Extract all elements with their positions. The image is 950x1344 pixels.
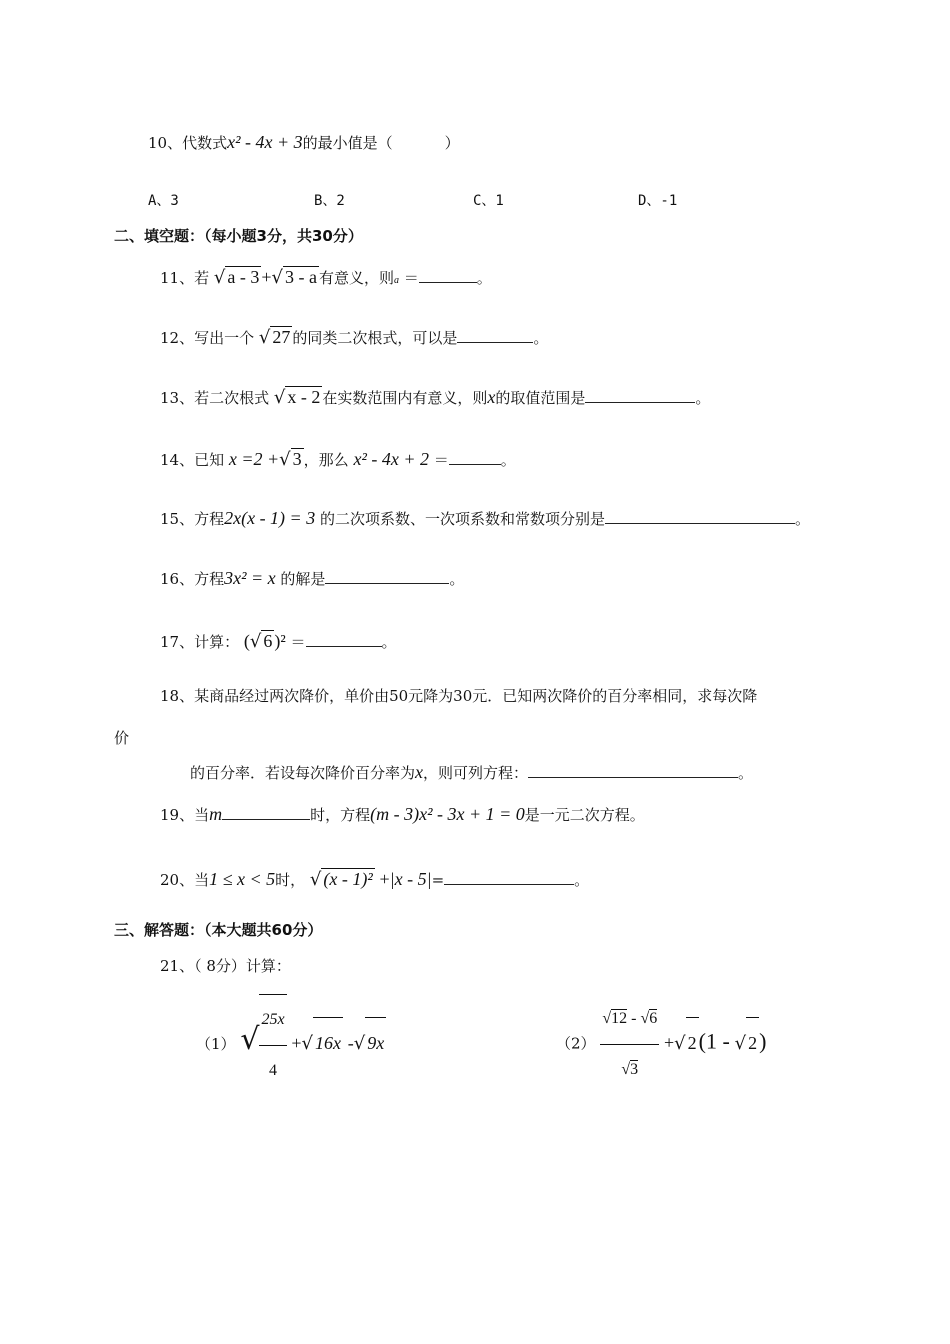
q21-p1-numerator: 25x xyxy=(259,995,286,1046)
q11-number: 11、若 xyxy=(160,269,210,287)
section-2-heading: 二、填空题：（每小题3分，共30分） xyxy=(114,227,363,245)
question-20 xyxy=(160,868,589,890)
q16-number: 16、方程 xyxy=(160,570,225,588)
q10-option-d[interactable]: D、-1 xyxy=(638,193,678,209)
question-18-line-1: 18、某商品经过两次降价，单价由50元降为30元．已知两次降价的百分率相同，求每次降 xyxy=(160,687,758,705)
q12-radical: √ 27 xyxy=(258,327,291,348)
q10-option-c[interactable]: C、1 xyxy=(473,193,504,209)
q15-expression: 2x(x - 1) = 3 xyxy=(224,508,316,528)
q17-close: )² xyxy=(274,631,286,651)
q14-radical: √ 3 xyxy=(279,449,302,470)
q21-p2-num-a: 12 xyxy=(611,1010,628,1027)
q21-p2-den-value: 3 xyxy=(630,1061,639,1078)
q14-end: 。 xyxy=(500,451,516,469)
q17-open: ( xyxy=(243,631,250,651)
question-11 xyxy=(160,266,492,291)
q19-mid: 时，方程 xyxy=(310,806,371,824)
q13-radical: √ x - 2 xyxy=(273,387,321,408)
q21-p2-radicand: 2 xyxy=(686,1017,699,1068)
q19-answer-blank[interactable] xyxy=(222,805,310,820)
q13-mid: 在实数范围内有意义，则 xyxy=(322,389,488,407)
q21-p1-radical-3: √ 9x xyxy=(354,1017,386,1069)
q13-end: 。 xyxy=(695,389,711,407)
q11-eq: ＝ xyxy=(403,269,419,287)
q14-lhs: x =2 + xyxy=(228,449,280,469)
q17-eq: ＝ xyxy=(290,633,306,651)
q10-expression: x² - 4x + 3 xyxy=(227,132,303,152)
question-13 xyxy=(160,386,710,408)
question-15 xyxy=(160,508,810,529)
q19-expression: (m - 3)x² - 3x + 1 = 0 xyxy=(370,804,525,824)
q21-p2-fraction xyxy=(600,994,659,1095)
q14-expression: x² - 4x + 2 xyxy=(353,449,429,469)
q21-p2-radicand-2: 2 xyxy=(746,1017,759,1068)
question-10 xyxy=(148,132,460,153)
question-18-line-3 xyxy=(190,762,753,783)
q13-radicand: x - 2 xyxy=(287,387,321,407)
q10-number: 10、代数式 xyxy=(148,134,228,152)
q17-radical: √ 6 xyxy=(249,631,273,652)
q17-number: 17、计算： xyxy=(160,633,240,651)
q20-eq: = xyxy=(431,871,445,889)
q17-end: 。 xyxy=(381,633,397,651)
q11-var: a xyxy=(393,275,399,286)
q10-close: ） xyxy=(444,134,460,152)
question-14 xyxy=(160,448,516,470)
q11-mid: 有意义，则 xyxy=(318,269,394,287)
question-12 xyxy=(160,326,548,348)
section-3-heading: 三、解答题：（本大题共60分） xyxy=(114,921,323,939)
q11-end: 。 xyxy=(476,269,492,287)
q21-p2-denominator: √3 xyxy=(621,1061,639,1078)
q20-end: 。 xyxy=(574,871,590,889)
q17-answer-blank[interactable] xyxy=(306,632,382,647)
q15-end: 。 xyxy=(795,510,811,528)
q21-p2-num-minus: - xyxy=(631,1010,637,1027)
q21-p2-label: （2） xyxy=(556,1034,596,1053)
q13-answer-blank[interactable] xyxy=(585,388,695,403)
q19-var: m xyxy=(209,804,223,824)
q10-tail: 的最小值是（ xyxy=(302,134,393,152)
q20-number: 20、当 xyxy=(160,871,210,889)
q19-tail: 是一元二次方程。 xyxy=(524,806,645,824)
q21-p1-radicand-3: 9x xyxy=(365,1017,386,1068)
q21-p2-radical: √ 2 xyxy=(674,1017,698,1069)
q19-number: 19、当 xyxy=(160,806,210,824)
q21-part-2 xyxy=(556,994,766,1095)
q15-number: 15、方程 xyxy=(160,510,225,528)
q18-text-a: 的百分率．若设每次降价百分率为 xyxy=(190,764,416,782)
q14-eq: ＝ xyxy=(433,451,449,469)
question-21-title: 21、（ 8分）计算： xyxy=(160,957,291,975)
q18-text-b: ，则可列方程： xyxy=(423,764,529,782)
q21-p1-radical-2: √ 16x xyxy=(302,1017,343,1069)
q14-answer-blank[interactable] xyxy=(449,450,501,465)
q20-plus: + xyxy=(379,869,390,889)
q15-answer-blank[interactable] xyxy=(605,509,795,524)
q18-answer-blank[interactable] xyxy=(528,763,738,778)
q12-radicand: 27 xyxy=(272,327,291,347)
q18-var: x xyxy=(415,762,424,782)
q10-option-b[interactable]: B、2 xyxy=(314,193,345,209)
q14-number: 14、已知 xyxy=(160,451,225,469)
q21-p1-radical-frac: √ $\frac{25x}{4}$ xyxy=(240,994,286,1096)
q11-radical-1: √ a - 3 xyxy=(213,267,260,288)
q21-part-1 xyxy=(196,994,386,1096)
q16-mid: 的解是 xyxy=(280,570,326,588)
q12-number: 12、写出一个 xyxy=(160,329,255,347)
q14-radicand: 3 xyxy=(292,449,302,469)
q21-p1-denominator: 4 xyxy=(269,1062,277,1079)
q13-var: x xyxy=(487,387,496,407)
q21-p1-label: （1） xyxy=(196,1035,236,1053)
q17-radicand: 6 xyxy=(263,631,273,651)
q13-mid2: 的取值范围是 xyxy=(495,389,586,407)
q12-answer-blank[interactable] xyxy=(457,328,533,343)
q21-p1-minus: - xyxy=(347,1033,354,1053)
q21-p2-paren-close: ) xyxy=(759,1028,767,1054)
q16-answer-blank[interactable] xyxy=(325,569,449,584)
q14-mid: ，那么 xyxy=(303,451,349,469)
q10-option-a[interactable]: A、3 xyxy=(148,193,179,209)
q21-p2-num-b: 6 xyxy=(649,1010,658,1027)
q11-radical-2: √ 3 - a xyxy=(271,267,317,288)
q21-p2-numerator: √12 - √6 xyxy=(600,994,659,1045)
q21-p1-radicand-2: 16x xyxy=(313,1017,343,1068)
question-16 xyxy=(160,568,464,589)
q21-p1-plus: + xyxy=(291,1033,302,1053)
question-17 xyxy=(160,630,397,652)
q21-p2-paren-open: (1 - xyxy=(698,1028,730,1054)
q16-expression: 3x² = x xyxy=(224,568,276,588)
q15-mid: 的二次项系数、一次项系数和常数项分别是 xyxy=(319,510,605,528)
question-19 xyxy=(160,804,645,825)
q12-end: 。 xyxy=(533,329,549,347)
q21-p1-fraction xyxy=(259,994,286,1096)
q12-mid: 的同类二次根式，可以是 xyxy=(292,329,458,347)
q20-answer-blank[interactable] xyxy=(444,870,574,885)
q11-answer-blank[interactable] xyxy=(419,268,477,283)
q20-radicand: (x - 1)² xyxy=(323,869,373,889)
q21-p2-plus: + xyxy=(664,1032,675,1053)
q16-end: 。 xyxy=(449,570,465,588)
q20-abs: |x - 5| xyxy=(389,869,432,889)
q11-radicand-1: a - 3 xyxy=(227,267,260,287)
question-18-line-2: 价 xyxy=(114,729,130,747)
q21-p2-radical-2: √ 2 xyxy=(735,1017,759,1069)
q20-condition: 1 ≤ x < 5 xyxy=(209,869,276,889)
q18-end: 。 xyxy=(738,764,754,782)
q20-radical: √ (x - 1)² xyxy=(309,869,373,890)
q13-number: 13、若二次根式 xyxy=(160,389,270,407)
q11-radicand-2: 3 - a xyxy=(284,267,317,287)
q11-plus: + xyxy=(261,267,272,287)
q20-mid: 时， xyxy=(275,871,306,889)
